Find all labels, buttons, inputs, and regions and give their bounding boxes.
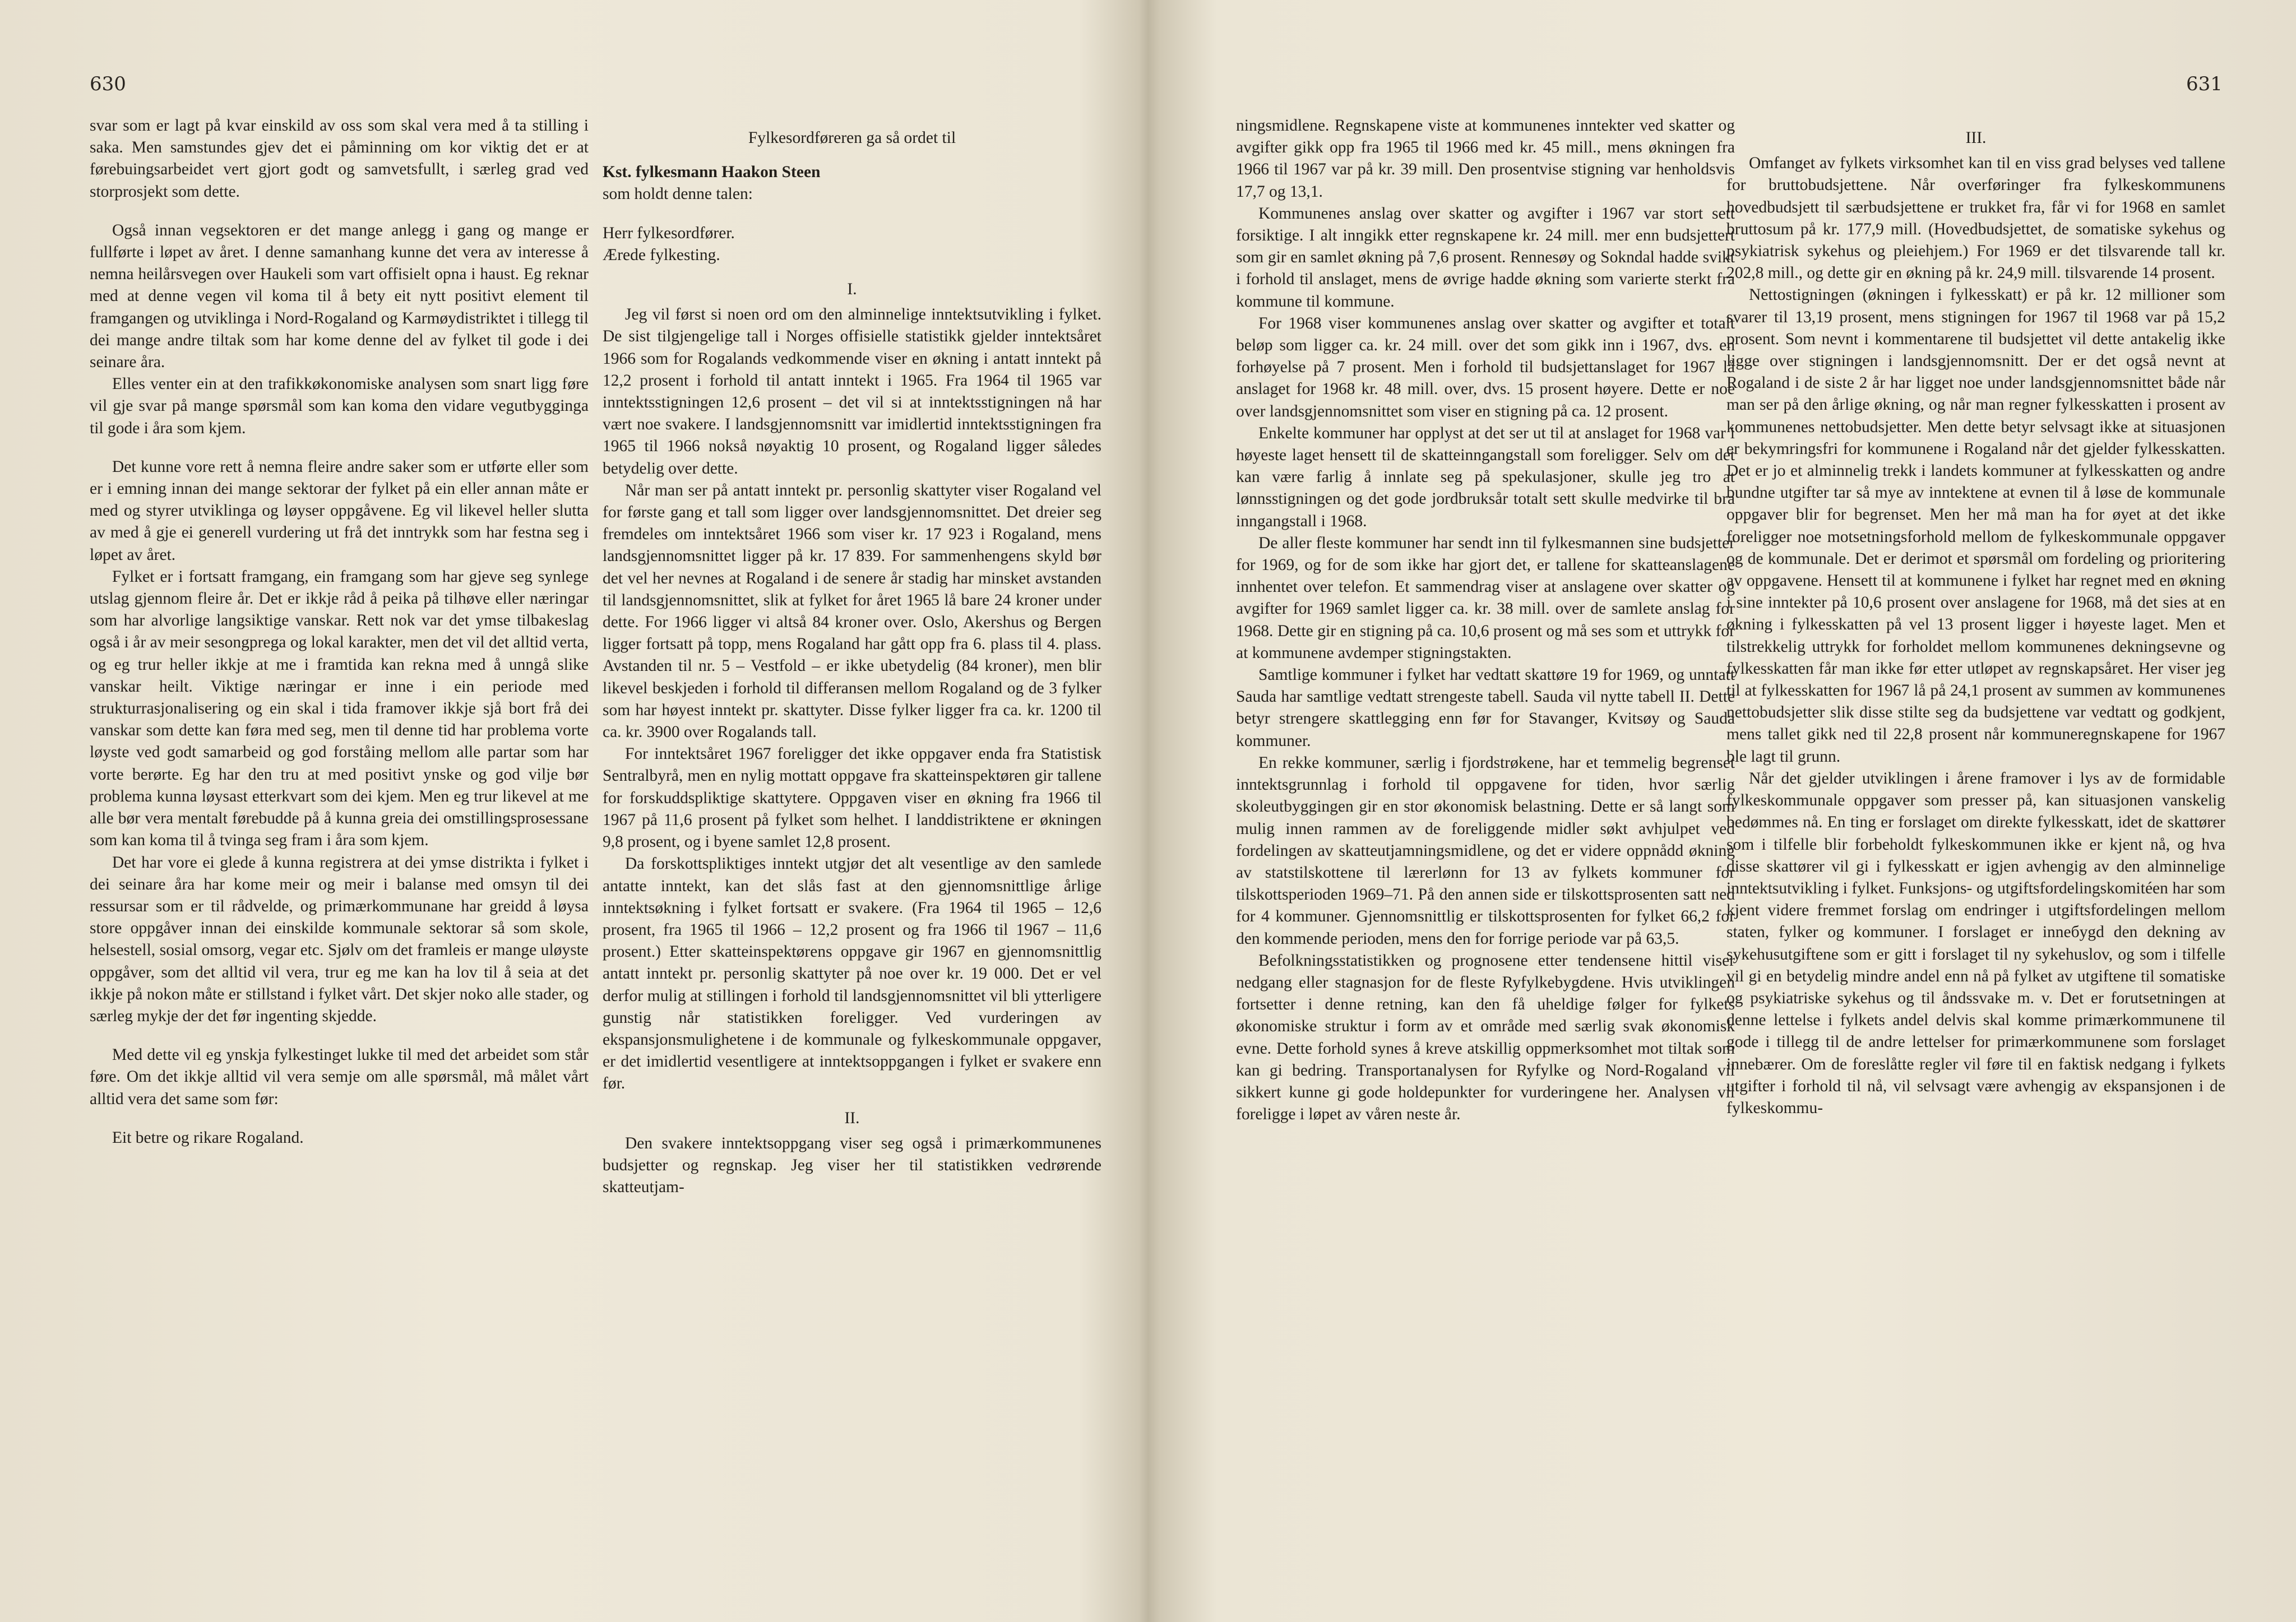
paragraph: Kommunenes anslag over skatter og avgifter i 1967 var stort sett forsiktige. I alt inngikk etter regnskapene kr. 24 mill. mer enn budsjettert som gir en samlet økning på 7,6 prosent. Rennesøy og Sokndal hadde svikt i forhold til anslaget, mens de øvrige hadde økning som varierte sterkt fra kommune til kommune.: [1236, 204, 1735, 311]
paragraph: Med dette vil eg ynskja fylkestinget lukke til med det arbeidet som står føre. Om det ikkje alltid vil vera semje om alle spørsmål, må målet vårt alltid vera det same som før:: [90, 1046, 589, 1108]
paragraph: Enkelte kommuner har opplyst at det ser ut til at anslaget for 1968 var i høyeste laget hensett til de skatteinngangstall som foreligger. Selv om det kan være farlig å innlate seg på spekulasjoner, skulle jeg tro at lønnsstigningen og det gode jordbruksår totalt sett skulle medvirke til bra inngangstall i 1968.: [1236, 424, 1735, 530]
paragraph: Det kunne vore rett å nemna fleire andre saker som er utførte eller som er i emning innan dei mange sektorar der fylket på ein eller annan måte er med og styrer utviklinga og løyser oppgåvene. Eg vil likevel heller slutta av med å gje ei generell vurdering ut frå det inntrykk som har festna seg i løpet av året.: [90, 457, 589, 564]
paragraph: De aller fleste kommuner har sendt inn til fylkesmannen sine budsjetter for 1969, og for de som ikke har gjort det, er tallene for skatteanslagene innhentet over telefon. Et sammendrag viser at anslagene over skatter og avgifter for 1969 samlet ligger ca. kr. 38 mill. over de samlete anslag for 1968. Dette gir en stigning på ca. 10,6 prosent og må ses som et uttrykk for at kommunene avdemper stigningstakten.: [1236, 534, 1735, 662]
paragraph: Jeg vil først si noen ord om den alminnelige inntektsutvikling i fylket. De sist tilgjengelige tall i Norges offisielle statistikk gjelder inntektsåret 1966 som for Rogalands vedkommende viser en økning i antatt inntekt på 12,2 prosent i forhold til antatt inntekt i 1965. Fra 1964 til 1965 var inntektsstigningen 12,6 prosent – det vil si at inntektsstigningen nå har vært noe svakere. I landsgjennomsnitt var imidlertid inntektsstigningen fra 1965 til 1966 nokså nøyaktig 10 prosent, og Rogaland ligger således betydelig over dette.: [603, 305, 1101, 478]
paragraph: Befolkningsstatistikken og prognosene etter tendensene hittil viser nedgang eller stagnasjon for de fleste Ryfylkebygdene. Hvis utviklingen fortsetter i denne retning, kan den få uheldige følger for fylkets økonomiske struktur i form av et område med særlig svak økonomisk evne. Dette forhold synes å kreve atskillig oppmerksomhet mot tiltak som kan gi bedring. Transportanalysen for Ryfylke og Nord-Rogaland vil sikkert kunne gi gode holdepunkter for vurderingene her. Analysen vil foreligge i løpet av våren neste år.: [1236, 951, 1735, 1124]
paragraph: For 1968 viser kommunenes anslag over skatter og avgifter et totalt beløp som ligger ca. kr. 24 mill. over det som gikk inn i 1967, dvs. en forhøyelse på 7 prosent. Men i forhold til budsjettanslaget for 1967 lå anslaget for 1968 kr. 48 mill. over, dvs. 15 prosent høyere. Dette er noe over landsgjennomsnittet som viser en stigning på ca. 12 prosent.: [1236, 314, 1735, 420]
intro-line: Fylkesordføreren ga så ordet til: [748, 129, 956, 147]
paragraph: En rekke kommuner, særlig i fjordstrøkene, har et temmelig begrenset inntektsgrunnlag i forhold til oppgavene for tiden, hvor særlig skoleutbyggingen gir en stor økonomisk belastning. Dette er så langt som mulig innen rammen av de foreliggende midler søkt avhjulpet ved fordelingen av skatteutjamningsmidlene, og det er videre oppnådd økning av statstilskottene til lærerlønn for 13 av fylkets kommuner for tilskottsperioden 1969–71. På den annen side er tilskottsprosenten satt ned for 4 kommuner. Gjennomsnittlig er tilskottsprosenten for fylket 66,2 for den kommende perioden, mens den for forrige periode var på 63,5.: [1236, 753, 1735, 948]
left-page-column-2: [603, 115, 1101, 1198]
speaker-name: Kst. fylkesmann Haakon Steen: [603, 163, 821, 182]
section-heading: III.: [1965, 129, 1987, 147]
paragraph: Fylket er i fortsatt framgang, ein framgang som har gjeve seg synlege utslag gjennom fleire år. Det er ikkje råd å peika på tilhøve eller næringar som har alvorlige langsiktige vanskar. Rett nok var det ymse tilbakeslag også i år av meir sesongprega og lokal karakter, men det vil det alltid verta, og eg trur heller ikkje at me i framtida kan rekna med å unngå slike vanskar heilt. Viktige næringar er inne i ein periode med strukturrasjonalisering og ein skal i tida framover ikkje sjå bort frå dei vanskar som dette kan føra med seg, men til denne tid har problema vorte løyste ved godt samarbeid og god forståing mellom alle partar som har vorte berørte. Eg har den tru at med positivt ynske og god vilje bør problema kunna løysast etterkvart som dei kjem. Men eg trur likevel at me alle bør vera mentalt førebudde på å kunna greia dei omstillingsprosessane som kan koma til å tvinga seg fram i åra som kjem.: [90, 567, 589, 850]
paragraph: Nettostigningen (økningen i fylkesskatt) er på kr. 12 millioner som svarer til 13,19 prosent, mens stigningen for 1967 til 1968 var på 15,2 prosent. Som nevnt i kommentarene til budsjettet vil dette antakelig ikke ligge over stigningen i landsgjennomsnitt. Der er det også nevnt at Rogaland i de siste 2 år har ligget noe under landsgjennomsnittet både når man ser på den årlige økning, og når man regner fylkesskatten i prosent av kommunenes nettobudsjetter. Men dette betyr selvsagt ikke at situasjonen er bekymringsfri for kommunene i Rogaland når det gjelder fylkesskatten. Det er jo et alminnelig trekk i landets kommuner at fylkesskatten og andre bundne utgifter tar så mye av inntektene at evnen til å løse de kommunale oppgaver blir for begrenset. Men her må man ha for øyet at det ikke foreligger noe motsetningsforhold mellom de fylkeskommunale oppgaver og de kommunale. Det er derimot et spørsmål om fordeling og prioritering av oppgavene. Hensett til at kommunene i fylket har regnet med en økning i sine inntekter på 10,6 prosent over anslagene for 1968, må det sies at en økning i fylkesskatten på vel 13 prosent ligger i høyeste laget. Men et tilstrekkelig uttrykk for forholdet mellom kommunenes dekningsevne og fylkesskatten får man ikke før etter utløpet av regnskapsåret. Her viser jeg til at fylkesskatten for 1967 lå på 24,1 prosent av summen av kommunenes nettobudsjetter slik disse stilte seg da budsjettene var vedtatt og godkjent, mens tallet gikk ned til 22,8 prosent når kommuneregnskapene for 1967 ble lagt til grunn.: [1726, 286, 2225, 766]
paragraph: svar som er lagt på kvar einskild av oss som skal vera med å ta stilling i saka. Men samstundes gjev det ei påminning om kor viktig det er at førebuingsarbeidet vert gjort godt og samvetsfullt, i særleg grad ved storprosjekt som dette.: [90, 117, 589, 201]
section-heading: I.: [847, 280, 857, 299]
page-number-right: 631: [2186, 73, 2223, 95]
paragraph: Ærede fylkesting.: [603, 245, 720, 264]
right-page-column-2: [1726, 115, 2225, 1119]
paragraph: Den svakere inntektsoppgang viser seg også i primærkommunenes budsjetter og regnskap. Jeg viser her til statistikken vedrørende skatteutjam-: [603, 1134, 1101, 1197]
left-page-column-1: [90, 115, 589, 1149]
paragraph: Omfanget av fylkets virksomhet kan til en viss grad belyses ved tallene for bruttobudsjettene. Når overføringer fra fylkeskommunens hovedbudsjett til særbudsjettene er trukket fra, får vi for 1968 en samlet bruttosum på kr. 177,9 mill. (Hovedbudsjettet, de somatiske sykehus og psykiatrisk sykehus og pleiehjem.) For 1969 er det tilsvarende tall kr. 202,8 mill., og dette gir en økning på kr. 24,9 mill. tilsvarende 14 prosent.: [1726, 154, 2225, 282]
right-page-column-1: [1236, 115, 1735, 1125]
section-heading: II.: [844, 1109, 860, 1127]
paragraph: Det har vore ei glede å kunna registrera at dei ymse distrikta i fylket i dei seinare åra har kome meir og meir i balanse med omsyn til dei ressursar som er til rådvelde, og primærkommunane har greidd å løysa store oppgåver innan dei einskilde kommunale sektorar så som skole, helsestell, sosial omsorg, vegar etc. Sjølv om det framleis er mange uløyste oppgåver, som det alltid vil vera, trur eg me kan ha lov til å seia at det ikkje på nokon måte er stillstand i fylket vårt. Det skjer noko alle stader, og særleg mykje der det før ingenting skjedde.: [90, 853, 589, 1025]
paragraph: Når man ser på antatt inntekt pr. personlig skattyter viser Rogaland vel for første gang et tall som ligger over landsgjennomsnittet. Det dreier seg fremdeles om inntektsåret 1966 som viser kr. 17 923 i Rogaland, mens landsgjennomsnittet ligger på kr. 17 839. For sammenhengens skyld bør det vel her nevnes at Rogaland i de senere år stadig har minsket avstanden til landsgjennomsnittet, slik at fylket for året 1965 lå bare 24 kroner under dette. For 1966 ligger vi altså 84 kroner over. Oslo, Akershus og Bergen ligger fortsatt på topp, mens Rogaland har gått opp fra 6. plass til 4. plass. Avstanden til nr. 5 – Vestfold – er ikke ubetydelig (84 kroner), men blir likevel beskjeden i forhold til differansen mellom Rogaland og de 3 fylker som har høyest inntekt pr. skattyter. Disse fylker ligger fra ca. kr. 1200 til ca. kr. 3900 over Rogalands tall.: [603, 481, 1101, 742]
paragraph: Når det gjelder utviklingen i årene framover i lys av de formidable fylkeskommunale oppgaver som presser på, kan situasjonen vanskelig bedømmes nå. En ting er forslaget om direkte fylkesskatt, idet de skattører som i tilfelle blir forbeholdt fylkeskommunen ikke er kjent nå, og hva disse skattører vil gi i fylkesskatt er igjen avhengig av den alminnelige inntektsutvikling i fylket. Funksjons- og utgiftsfordelingskomitéen har som kjent videre fremmet forslag om endringer i utgiftsfordelingen mellom staten, fylker og kommuner. I forslaget er inneбygd den dekning av sykehusutgiftene som er gitt i forslaget til ny sykehuslov, og som i tilfelle vil gi en betydelig mindre andel enn nå på fylket av utgiftene til somatiske og psykiatriske sykehus og til åndssvake m. v. Det er forutsetningen at denne lettelse i fylkets andel delvis skal komme primærkommunene til gode i tillegg til de andre lettelser for primærkommunene som forslaget innebærer. Om de foreslåtte regler vil føre til en faktisk nedgang i fylkets utgifter i forhold til nå, vil selvsagt være avhengig av ekspansjonen i de fylkeskommu-: [1726, 769, 2225, 1117]
paragraph: Elles venter ein at den trafikkøkonomiske analysen som snart ligg føre vil gje svar på mange spørsmål som kan koma den vidare vegutbygginga til gode i åra som kjem.: [90, 375, 589, 437]
paragraph: Herr fylkesordfører.: [603, 224, 735, 242]
paragraph: Også innan vegsektoren er det mange anlegg i gang og mange er fullførte i løpet av året. I denne samanhang kunne det vera av interesse å nemna heilårsvegen over Haukeli som vart offisielt opna i haust. Eg reknar med at denne vegen vil koma til å bety eit nytt positivt element til framgangen og utviklinga i Nord-Rogaland og Karmøydistriktet i tillegg til dei mange andre tiltak som har kome denne del av fylket til gode i dei seinare åra.: [90, 221, 589, 372]
paragraph: som holdt denne talen:: [603, 185, 753, 203]
paragraph: Samtlige kommuner i fylket har vedtatt skattøre 19 for 1969, og unntatt Sauda har samtlige vedtatt strengeste tabell. Sauda vil nytte tabell II. Dette betyr strengere skattlegging enn før for Stavanger, Kvitsøy og Sauda kommuner.: [1236, 666, 1735, 750]
paragraph: For inntektsåret 1967 foreligger det ikke oppgaver enda fra Statistisk Sentralbyrå, men en nylig mottatt oppgave fra skatteinspektøren gir tallene for forskuddspliktige skattytere. Oppgaven viser en økning fra 1966 til 1967 på 11,6 prosent på fylket som helhet. I landdistriktene er økningen 9,8 prosent, og i byene samlet 12,8 prosent.: [603, 745, 1101, 851]
paragraph: ningsmidlene. Regnskapene viste at kommunenes inntekter ved skatter og avgifter gikk opp fra 1965 til 1966 med kr. 45 mill., mens økningen fra 1966 til 1967 var på kr. 39 mill. Den prosentvise stigning var henholdsvis 17,7 og 13,1.: [1236, 117, 1735, 201]
paragraph: Da forskottspliktiges inntekt utgjør det alt vesentlige av den samlede antatte inntekt, kan det slås fast at den gjennomsnittlige årlige inntektsøkning i fylket fortsatt er svakere. (Fra 1964 til 1965 – 12,6 prosent, fra 1965 til 1966 – 12,2 prosent og fra 1966 til 1967 – 11,6 prosent.) Etter skatteinspektørens oppgave gir 1967 en gjennomsnittlig antatt inntekt pr. personlig skattyter på noe over kr. 19 000. Det er vel derfor mulig at stillingen i forhold til landsgjennomsnittet vil bli ytterligere gunstig når statistikken foreligger. Ved vurderingen av ekspansjonsmulighetene i de kommunale og fylkeskommunale oppgaver, er det imidlertid vesentligere at inntektsoppgangen i fylket er svakere enn før.: [603, 855, 1101, 1093]
page-number-left: 630: [90, 73, 126, 95]
paragraph: Eit betre og rikare Rogaland.: [112, 1128, 304, 1147]
